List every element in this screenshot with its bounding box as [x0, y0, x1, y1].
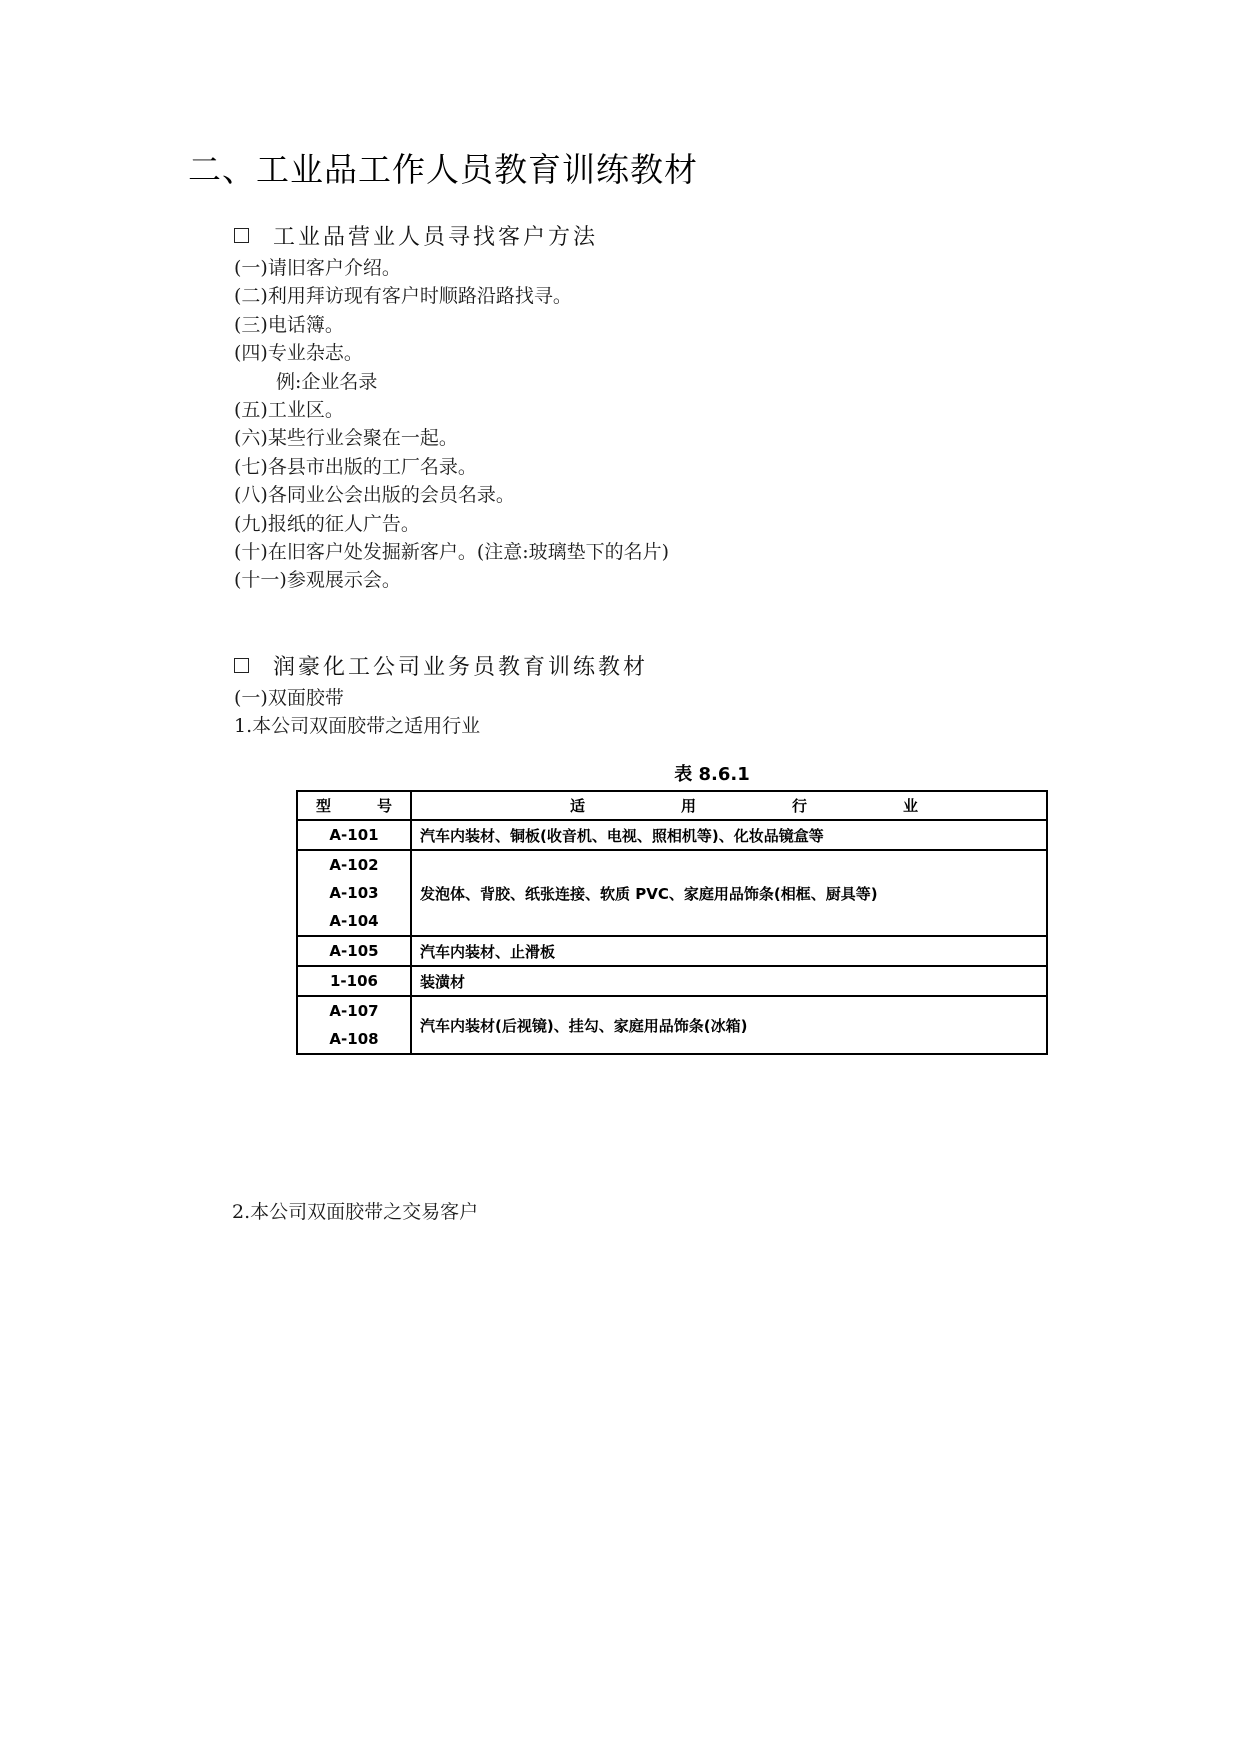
industry-table [296, 790, 1048, 1055]
table-row [297, 966, 1047, 996]
table-header-row [297, 791, 1047, 820]
list-item: (五)工业区。 [234, 398, 344, 421]
list-item: (九)报纸的征人广告。 [234, 512, 420, 535]
table-caption: 表 8.6.1 [674, 764, 750, 785]
table-figure [296, 762, 1048, 1055]
header-model: 型 号 [297, 791, 411, 820]
section-training-materials [234, 652, 1134, 741]
checkbox-square-icon [234, 228, 249, 243]
industry-cell: 汽车内装材(后视镜)、挂勾、家庭用品饰条(冰箱) [411, 996, 1047, 1054]
section-heading-text: 润豪化工公司业务员教育训练教材 [273, 655, 649, 680]
list-item: (八)各同业公会出版的会员名录。 [234, 484, 515, 507]
list-item: 2.本公司双面胶带之交易客户 [232, 1201, 479, 1223]
model-cell: A-107 A-108 [297, 996, 411, 1054]
model-cell: A-105 [297, 936, 411, 966]
section-heading [234, 652, 1134, 684]
header-industry: 适 用 行 业 [411, 791, 1047, 820]
section-heading [234, 222, 1134, 254]
list-item: (四)专业杂志。 [234, 342, 363, 365]
section-heading-text: 工业品营业人员寻找客户方法 [273, 225, 599, 250]
industry-cell: 装潢材 [411, 966, 1047, 996]
list-item: (三)电话簿。 [234, 313, 344, 336]
list-item: 1.本公司双面胶带之适用行业 [234, 715, 481, 738]
list-item-example: 例:企业名录 [276, 370, 378, 393]
list-item: (六)某些行业会聚在一起。 [234, 427, 458, 450]
page-title: 二、工业品工作人员教育训练教材 [188, 150, 698, 189]
section-customer-search [234, 222, 1134, 595]
table-row [297, 996, 1047, 1054]
model-cell: A-101 [297, 820, 411, 850]
list-item: (一)请旧客户介绍。 [234, 257, 401, 279]
industry-cell: 发泡体、背胶、纸张连接、软质 PVC、家庭用品饰条(相框、厨具等) [411, 850, 1047, 936]
list-item: (二)利用拜访现有客户时顺路沿路找寻。 [234, 285, 572, 308]
list-item: (十一)参观展示会。 [234, 569, 401, 592]
industry-cell: 汽车内装材、止滑板 [411, 936, 1047, 966]
model-cell: 1-106 [297, 966, 411, 996]
checkbox-square-icon [234, 658, 249, 673]
list-item: (一)双面胶带 [234, 687, 344, 709]
table-row [297, 820, 1047, 850]
list-item: (七)各县市出版的工厂名录。 [234, 455, 477, 478]
list-item: (十)在旧客户处发掘新客户。(注意:玻璃垫下的名片) [234, 540, 670, 563]
industry-cell: 汽车内装材、铜板(收音机、电视、照相机等)、化妆品镜盒等 [411, 820, 1047, 850]
table-row [297, 850, 1047, 936]
model-cell: A-102 A-103 A-104 [297, 850, 411, 936]
table-row [297, 936, 1047, 966]
